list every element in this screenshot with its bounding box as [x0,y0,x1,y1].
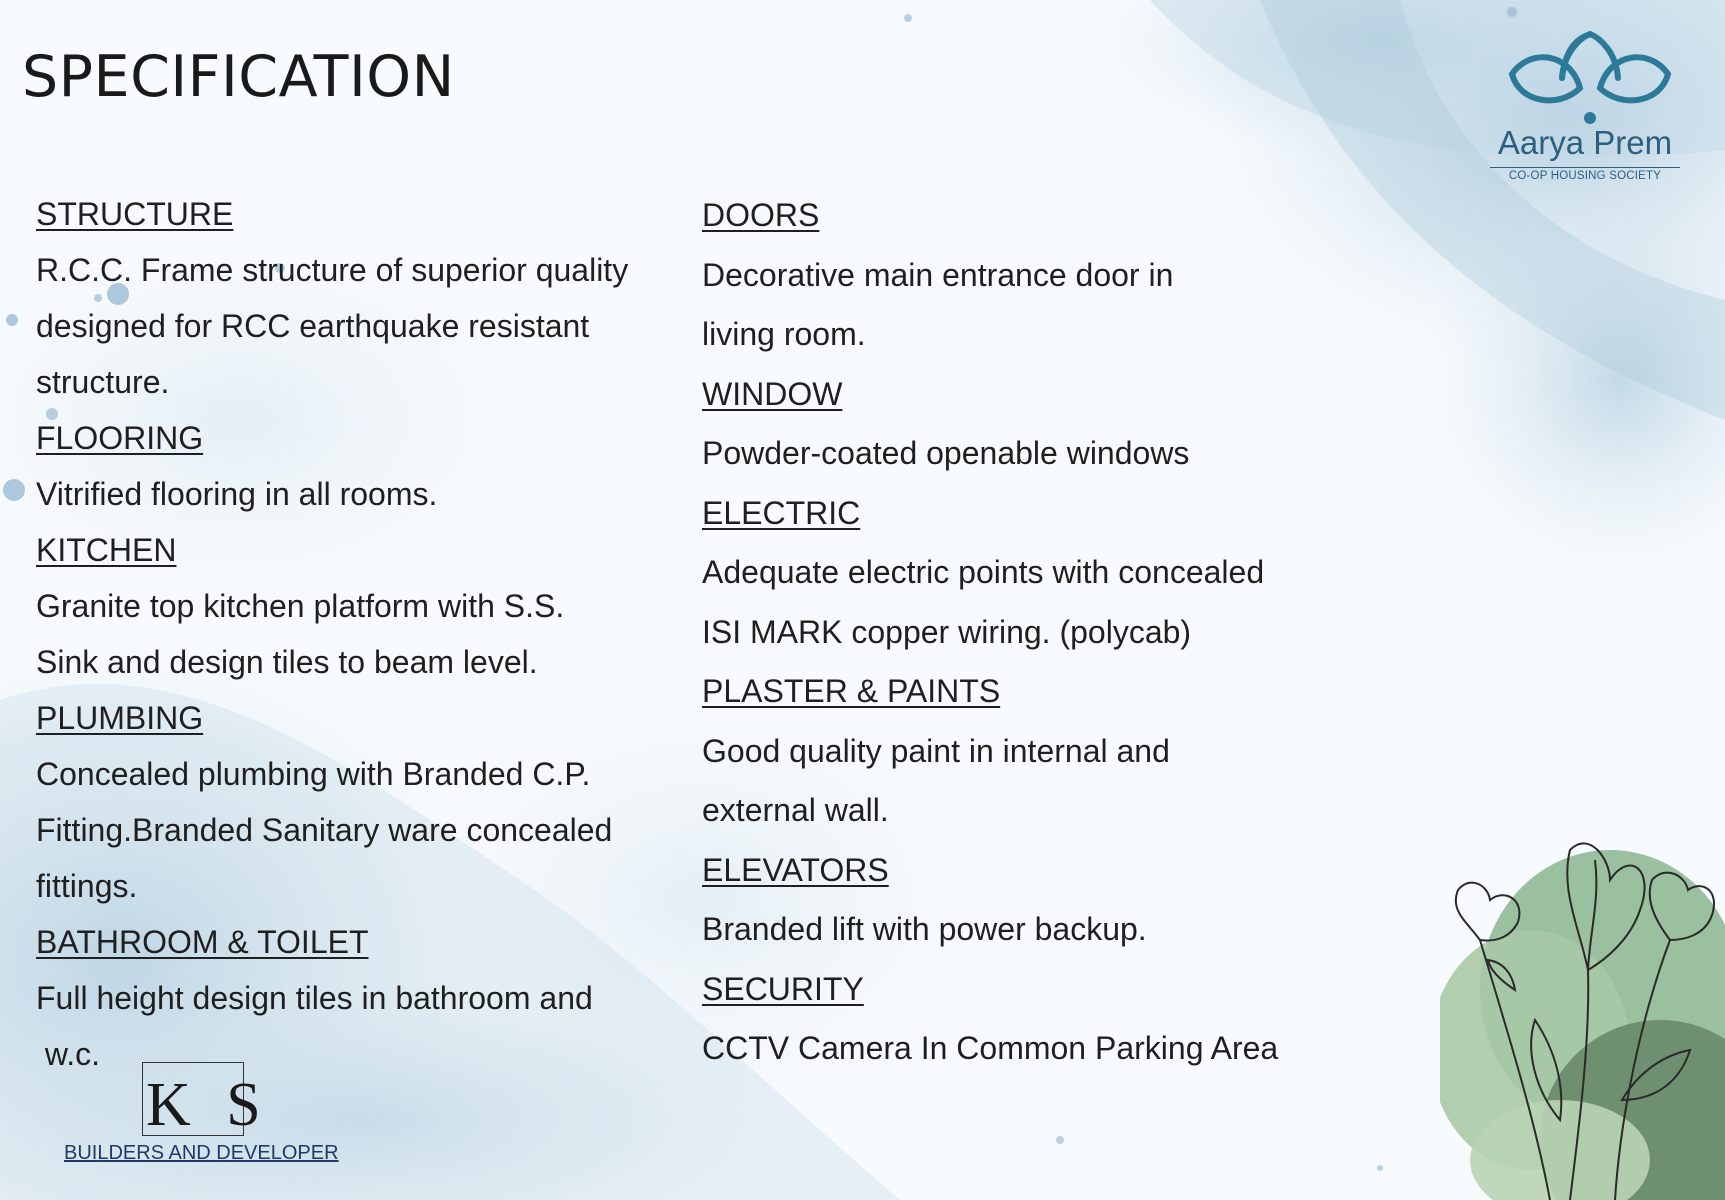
spec-section-electric [702,484,1402,663]
section-heading: PLUMBING [36,700,204,736]
section-line: Good quality paint in internal and [702,732,1170,769]
section-line: R.C.C. Frame structure of superior quality [36,252,629,288]
section-line: living room. [702,316,866,352]
spec-section-window [702,365,1402,484]
spec-section-plumbing [36,690,686,914]
spec-section-structure [36,186,686,410]
spec-section-flooring [36,410,686,522]
section-line: structure. [36,364,170,400]
section-heading: SECURITY [702,970,864,1007]
spec-section-doors [702,186,1402,365]
spec-section-plaster-paints [702,662,1402,841]
brand-subtitle: CO-OP HOUSING SOCIETY [1490,167,1680,182]
spec-section-elevators [702,841,1402,960]
spec-section-kitchen [36,522,686,690]
section-heading: WINDOW [702,375,843,412]
flower-illustration [1440,820,1725,1200]
section-line: CCTV Camera In Common Parking Area [702,1030,1279,1066]
section-heading: DOORS [702,197,820,233]
lotus-icon [1500,30,1680,126]
section-line: Decorative main entrance door in [702,256,1174,293]
section-heading: KITCHEN [36,532,177,568]
spec-section-security [702,960,1402,1079]
developer-logo [60,1060,350,1170]
left-specification-column [36,186,686,1082]
section-line: Concealed plumbing with Branded C.P. [36,756,591,792]
section-line: external wall. [702,792,889,828]
section-heading: FLOORING [36,420,204,456]
section-line: Adequate electric points with concealed [702,554,1265,590]
section-heading: PLASTER & PAINTS [702,673,1001,709]
section-line: Vitrified flooring in all rooms. [36,476,438,512]
section-line: Full height design tiles in bathroom and [36,980,593,1016]
brand-name: Aarya Prem [1497,124,1673,161]
section-heading: STRUCTURE [36,196,234,232]
section-heading: ELEVATORS [702,851,889,888]
page-title: SPECIFICATION [22,44,455,110]
developer-tagline: BUILDERS AND DEVELOPER [64,1142,339,1164]
section-line: Fitting.Branded Sanitary ware concealed [36,812,613,848]
section-line: Granite top kitchen platform with S.S. [36,588,565,624]
section-line: Branded lift with power backup. [702,911,1147,947]
spec-section-bathroom [36,914,686,1082]
section-line: Sink and design tiles to beam level. [36,644,538,680]
section-line: ISI MARK copper wiring. (polycab) [702,613,1192,650]
developer-initials: K S [146,1071,271,1139]
aarya-prem-logo [1490,30,1690,190]
section-heading: BATHROOM & TOILET [36,924,369,960]
section-line: Powder-coated openable windows [702,435,1190,471]
section-line: fittings. [36,868,138,904]
section-line: designed for RCC earthquake resistant [36,308,590,344]
section-line: w.c. [36,1036,101,1072]
right-specification-column [702,186,1402,1079]
section-heading: ELECTRIC [702,494,861,531]
